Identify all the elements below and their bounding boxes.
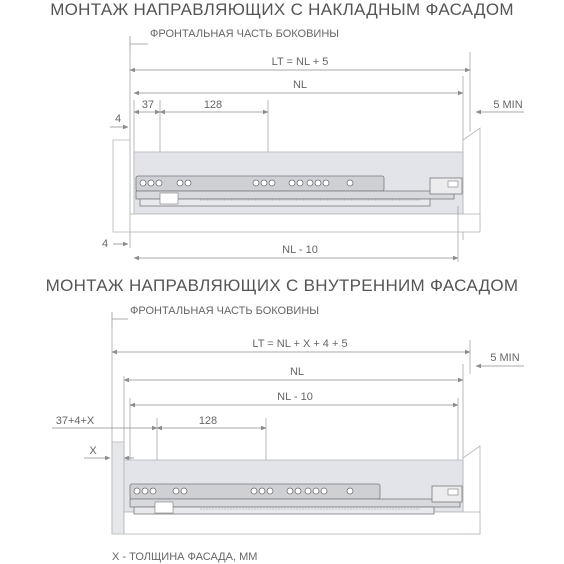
bottom-section-title: МОНТАЖ НАПРАВЛЯЮЩИХ С ВНУТРЕННИМ ФАСАДОМ bbox=[45, 276, 519, 295]
top-section-title: МОНТАЖ НАПРАВЛЯЮЩИХ С НАКЛАДНЫМ ФАСАДОМ bbox=[50, 0, 514, 19]
bottom-dim-37-4-x: 37+4+X bbox=[55, 415, 95, 427]
bottom-dim-128: 128 bbox=[198, 415, 218, 427]
bottom-lt-label: LT = NL + X + 4 + 5 bbox=[252, 338, 348, 350]
footnote-facade-thickness: X - ТОЛЩИНА ФАСАДА, ММ bbox=[112, 551, 258, 563]
bottom-5min-label: 5 MIN bbox=[490, 352, 520, 364]
top-dim-37: 37 bbox=[141, 99, 155, 111]
top-dim-128: 128 bbox=[203, 99, 223, 111]
top-dim-4-lower: 4 bbox=[101, 238, 109, 250]
bottom-nl-label: NL bbox=[289, 366, 305, 378]
bottom-dim-x: X bbox=[89, 445, 97, 457]
top-dim-4-upper: 4 bbox=[114, 113, 122, 125]
top-nl10-label: NL - 10 bbox=[282, 244, 318, 256]
top-front-label: ФРОНТАЛЬНАЯ ЧАСТЬ БОКОВИНЫ bbox=[150, 28, 340, 40]
bottom-diagram bbox=[52, 305, 524, 534]
top-5min-label: 5 MIN bbox=[493, 99, 523, 111]
bottom-front-label: ФРОНТАЛЬНАЯ ЧАСТЬ БОКОВИНЫ bbox=[130, 305, 320, 317]
top-diagram bbox=[102, 28, 524, 262]
bottom-nl10-label: NL - 10 bbox=[277, 391, 313, 403]
top-lt-label: LT = NL + 5 bbox=[271, 56, 329, 68]
top-nl-label: NL bbox=[292, 79, 308, 91]
